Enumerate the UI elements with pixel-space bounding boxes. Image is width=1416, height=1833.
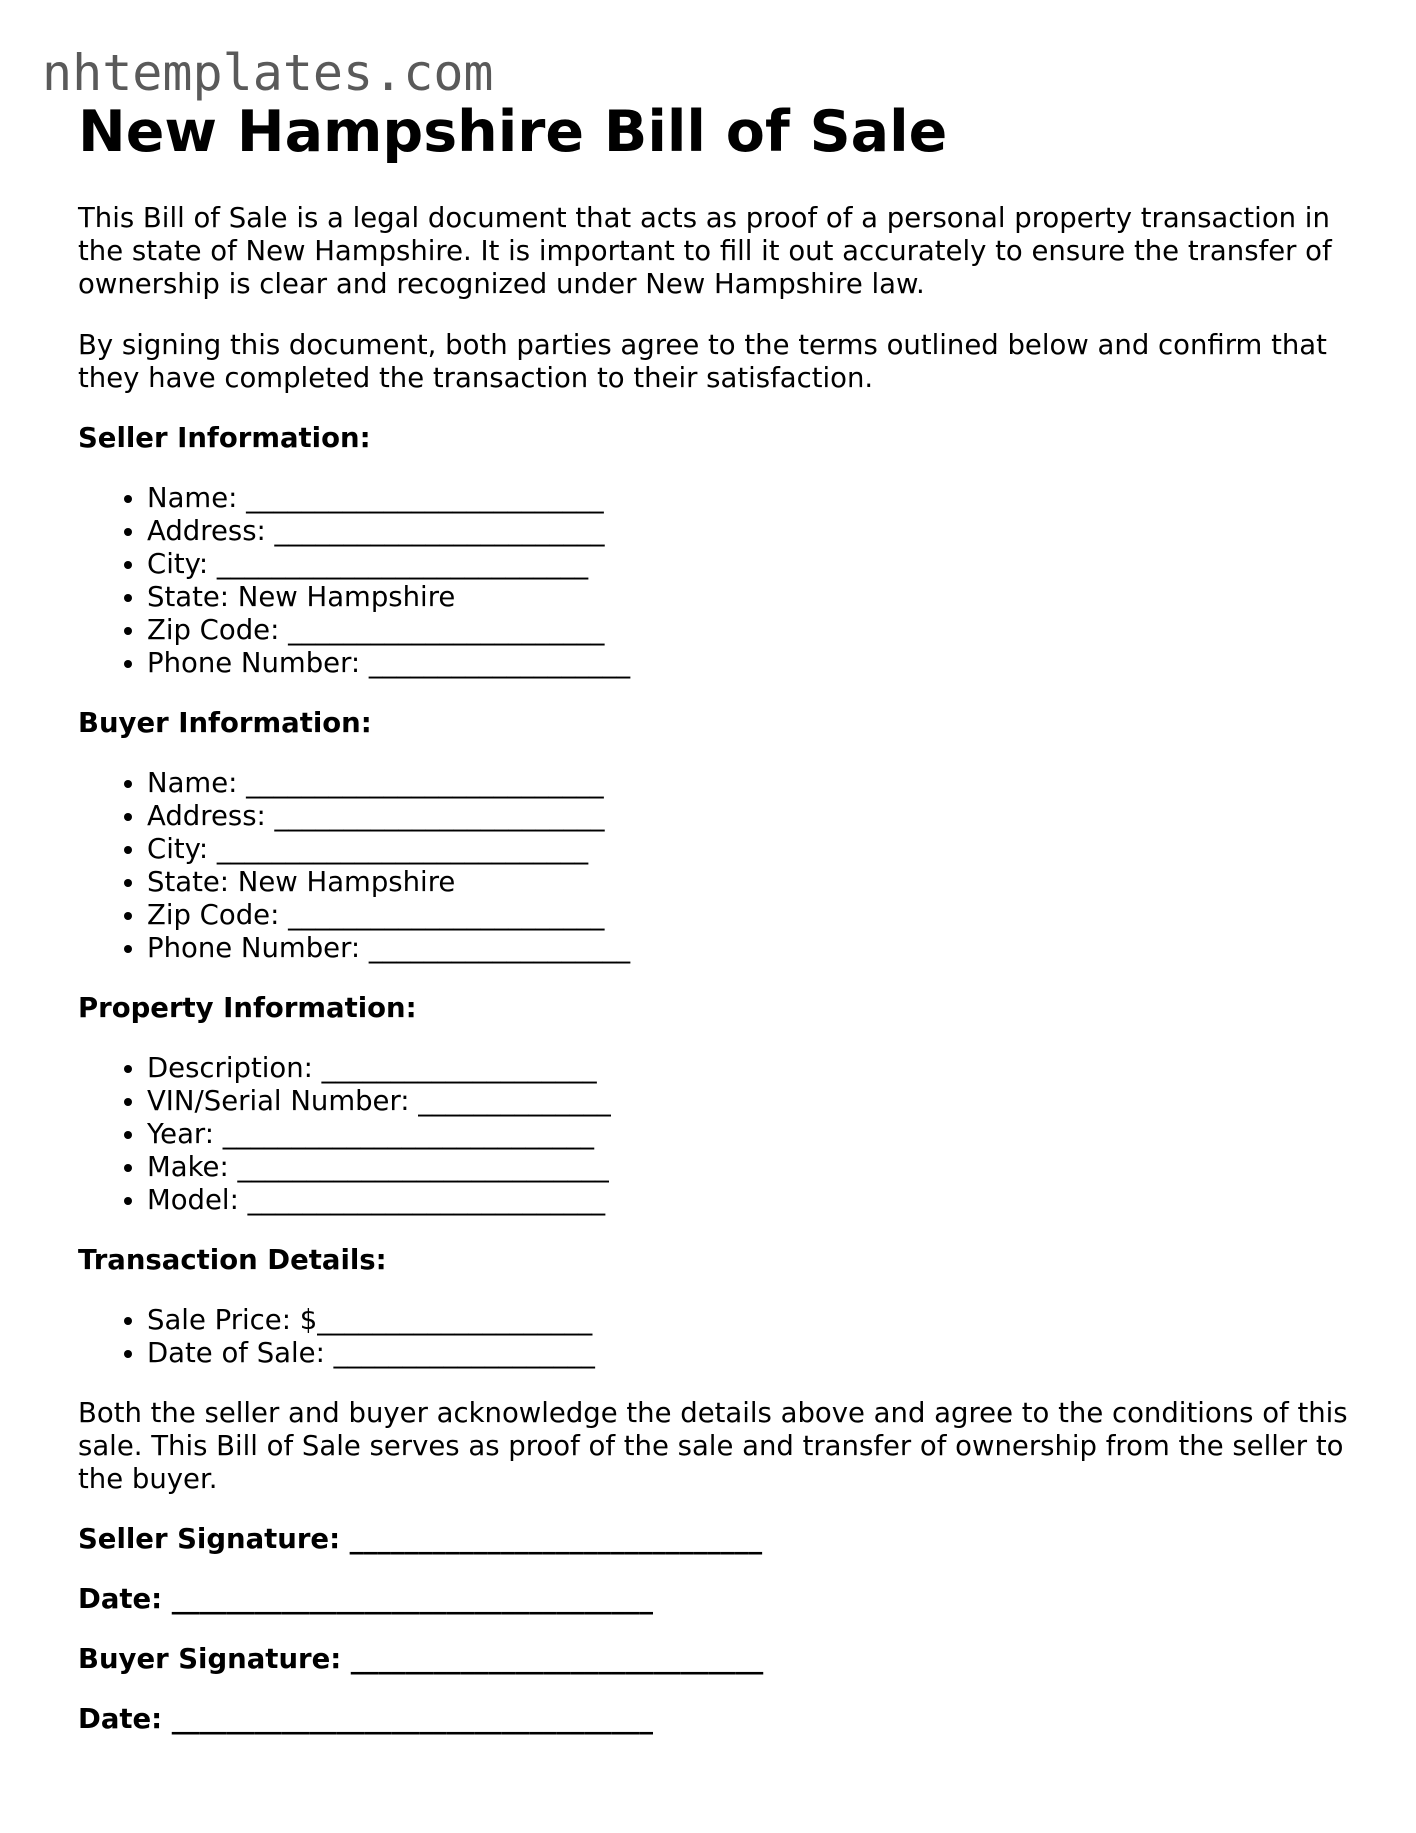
buyer-phone-field: • Phone Number: ___________________ — [147, 932, 1348, 965]
transaction-details-list — [78, 1304, 1348, 1370]
buyer-date-line: Date: ___________________________________ — [78, 1703, 654, 1735]
intro-paragraph-1: This Bill of Sale is a legal document that acts as proof of a personal property transaction in the state of New Hampshire. It is important to fill it out accurately to ensure the transfer of ownership is clear and recognized under New Hampshire law. — [78, 202, 1332, 300]
property-model-field: • Model: __________________________ — [147, 1184, 1348, 1217]
intro-paragraph-2: By signing this document, both parties agree to the terms outlined below and confirm that they have completed the transaction to their satisfaction. — [78, 329, 1327, 394]
document-title: New Hampshire Bill of Sale — [78, 99, 948, 165]
seller-city-field: • City: ___________________________ — [147, 548, 1348, 581]
seller-state-field: • State: New Hampshire — [147, 581, 1348, 614]
property-vin-field: • VIN/Serial Number: ______________ — [147, 1085, 1348, 1118]
seller-phone-field: • Phone Number: ___________________ — [147, 647, 1348, 680]
site-watermark: nhtemplates.com — [42, 44, 494, 102]
transaction-details-heading: Transaction Details: — [78, 1244, 387, 1276]
buyer-name-field: • Name: __________________________ — [147, 767, 1348, 800]
sale-price-field: • Sale Price: $____________________ — [147, 1304, 1348, 1337]
buyer-city-field: • City: ___________________________ — [147, 833, 1348, 866]
seller-signature-line: Seller Signature: ______________________________ — [78, 1523, 763, 1555]
buyer-state-field: • State: New Hampshire — [147, 866, 1348, 899]
document-page — [78, 96, 1348, 1736]
buyer-signature-line: Buyer Signature: ______________________________ — [78, 1643, 764, 1675]
buyer-information-heading: Buyer Information: — [78, 707, 372, 739]
property-year-field: • Year: ___________________________ — [147, 1118, 1348, 1151]
buyer-address-field: • Address: ________________________ — [147, 800, 1348, 833]
seller-information-list — [78, 482, 1348, 680]
buyer-information-list — [78, 767, 1348, 965]
seller-address-field: • Address: ________________________ — [147, 515, 1348, 548]
closing-paragraph: Both the seller and buyer acknowledge the details above and agree to the conditions of this sale. This Bill of Sale serves as proof of the sale and transfer of ownership from the seller to the buyer. — [78, 1397, 1348, 1495]
seller-information-heading: Seller Information: — [78, 422, 371, 454]
property-information-list — [78, 1052, 1348, 1217]
seller-zip-field: • Zip Code: _______________________ — [147, 614, 1348, 647]
property-make-field: • Make: ___________________________ — [147, 1151, 1348, 1184]
seller-name-field: • Name: __________________________ — [147, 482, 1348, 515]
property-description-field: • Description: ____________________ — [147, 1052, 1348, 1085]
property-information-heading: Property Information: — [78, 992, 417, 1024]
buyer-zip-field: • Zip Code: _______________________ — [147, 899, 1348, 932]
date-of-sale-field: • Date of Sale: ___________________ — [147, 1337, 1348, 1370]
seller-date-line: Date: ___________________________________ — [78, 1583, 654, 1615]
